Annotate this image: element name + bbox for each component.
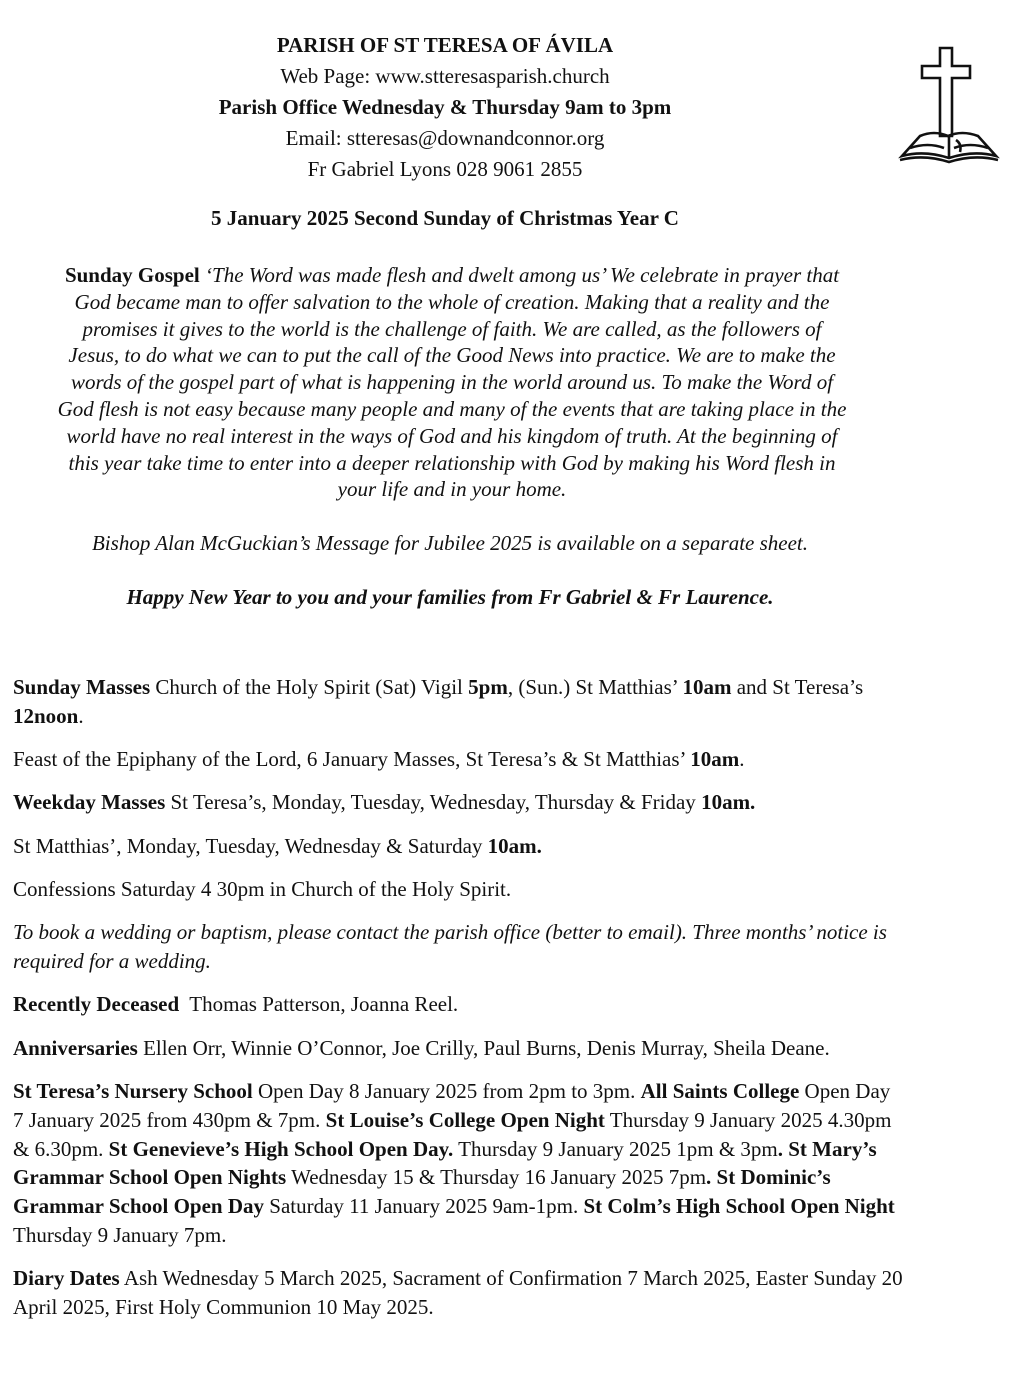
sunday-masses-notice: Sunday Masses Church of the Holy Spirit (Sat) Vigil 5pm, (Sun.) St Matthias’ 10am and St Teresa’s 12noon. — [13, 675, 864, 728]
notices-section — [13, 673, 903, 1336]
gospel-line: words of the gospel part of what is happening in the world around us. To make the Word of — [70, 370, 834, 395]
gospel-line: your life and in your home. — [337, 477, 567, 502]
date-heading: 5 January 2025 Second Sunday of Christmas Year C — [211, 206, 679, 230]
diary-dates-notice: Diary Dates Ash Wednesday 5 March 2025, Sacrament of Confirmation 7 March 2025, Easter Sunday 20 April 2025, First Holy Communion 10 May 2025. — [13, 1266, 903, 1320]
web-page-link[interactable]: Web Page: www.stteresasparish.church — [280, 64, 610, 88]
gospel-line: Jesus, to do what we can to put the call of the Good News into practice. We are to make the — [68, 343, 836, 368]
new-year-greeting: Happy New Year to you and your families from Fr Gabriel & Fr Laurence. — [126, 585, 774, 609]
recently-deceased-notice: Recently Deceased Thomas Patterson, Joanna Reel. — [13, 992, 459, 1017]
sunday-gospel-section — [12, 262, 892, 503]
cross-and-open-bible-icon — [896, 44, 1002, 174]
email-link[interactable]: Email: stteresas@downandconnor.org — [285, 126, 605, 150]
office-hours: Parish Office Wednesday & Thursday 9am to 3pm — [218, 95, 672, 119]
gospel-label: Sunday Gospel — [64, 263, 200, 287]
parish-name: PARISH OF ST TERESA OF ÁVILA — [276, 33, 614, 57]
gospel-line: promises it gives to the world is the challenge of faith. We are called, as the followers of — [82, 316, 822, 341]
gospel-line: world have no real interest in the ways of God and his kingdom of truth. At the beginning of — [66, 423, 838, 448]
parish-header — [150, 30, 740, 185]
st-matthias-weekday-notice: St Matthias’, Monday, Tuesday, Wednesday & Saturday 10am. — [13, 833, 542, 858]
gospel-line: God became man to offer salvation to the whole of creation. Making that a reality and the — [74, 289, 830, 314]
anniversaries-notice: Anniversaries Ellen Orr, Winnie O’Connor, Joe Crilly, Paul Burns, Denis Murray, Sheila Deane. — [13, 1035, 830, 1060]
bishop-message: Bishop Alan McGuckian’s Message for Jubilee 2025 is available on a separate sheet. — [91, 531, 809, 555]
epiphany-notice: Feast of the Epiphany of the Lord, 6 January Masses, St Teresa’s & St Matthias’ 10am. — [13, 747, 745, 772]
weekday-masses-notice: Weekday Masses St Teresa’s, Monday, Tuesday, Wednesday, Thursday & Friday 10am. — [13, 790, 756, 815]
confessions-notice: Confessions Saturday 4 30pm in Church of the Holy Spirit. — [13, 876, 512, 901]
school-open-days-notice: St Teresa’s Nursery School Open Day 8 January 2025 from 2pm to 3pm. All Saints College Open Day 7 January 2025 from 430pm & 7pm. St Louise’s College Open Night Thursday 9 January 2025 4.30pm & 6.30pm. St Genevieve’s High School Open Day. Thursday 9 January 2025 1pm & 3pm. St Mary’s Grammar School Open Nights Wednesday 15 & Thursday 16 January 2025 7pm. St Dominic’s Grammar School Open Day Saturday 11 January 2025 9am-1pm. St Colm’s High School Open Night Thursday 9 January 7pm. — [13, 1078, 895, 1247]
gospel-line: Sunday Gospel ‘The Word was made flesh and dwelt among us’ We celebrate in prayer that — [64, 263, 840, 287]
wedding-baptism-notice: To book a wedding or baptism, please contact the parish office (better to email). Three months’ notice is required for a wedding. — [13, 920, 887, 974]
priest-phone: Fr Gabriel Lyons 028 9061 2855 — [307, 157, 583, 181]
gospel-line: God flesh is not easy because many people and many of the events that are taking place in the — [57, 396, 847, 421]
gospel-line: this year take time to enter into a deeper relationship with God by making his Word flesh in — [68, 450, 836, 475]
